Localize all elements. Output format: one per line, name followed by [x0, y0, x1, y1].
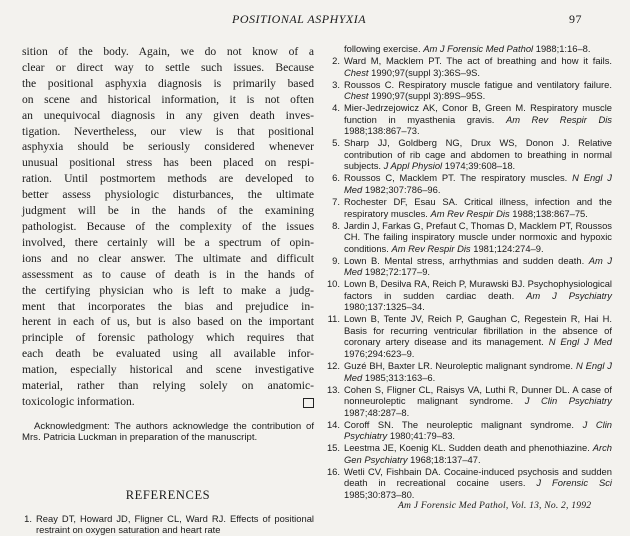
reference-number: 2. — [332, 55, 340, 67]
reference-citation: 1980;41:79–83. — [387, 430, 456, 442]
journal-footer: Am J Forensic Med Pathol, Vol. 13, No. 2, 1992 — [398, 500, 592, 511]
right-column — [326, 43, 613, 501]
journal-name: N Engl J Med — [344, 360, 612, 383]
reference-number: 15. — [326, 442, 340, 454]
reference-number: 3. — [332, 78, 340, 90]
reference-item — [330, 196, 612, 219]
reference-citation: 1985;313:163–6. — [362, 371, 436, 383]
body-line: mation, especially historical and scene investigative — [22, 363, 314, 377]
reference-text: Lown B, Desilva RA, Reich P, Murawski BJ. Psychophysiological factors in sudden cardiac death. — [344, 278, 612, 301]
reference-item — [22, 513, 314, 536]
reference-number: 5. — [332, 137, 340, 149]
reference-citation: 1987;48:287–8. — [344, 406, 410, 418]
journal-name: Am J Psychiatry — [526, 289, 612, 301]
reference-number: 13. — [326, 383, 340, 395]
reference-number: 10. — [326, 278, 340, 290]
journal-name: Arch Gen Psychiatry — [344, 442, 612, 465]
reference-text: Coroff SN. The neuroleptic malignant syndrome. — [344, 418, 583, 430]
reference-citation: 1988;138:867–75. — [509, 207, 588, 219]
body-line: judgment will be in the hands of the examining — [22, 204, 314, 218]
body-line: each death be evaluated using all available infor- — [22, 347, 314, 361]
body-line: unusual positional stress has been placed on respi- — [22, 156, 314, 170]
reference-item — [327, 313, 612, 359]
reference-text: Wetli CV, Fishbain DA. Cocaine-induced psychosis and sudden death in recreational cocaine users. — [344, 465, 612, 489]
journal-name: J Clin Psychiatry — [524, 395, 612, 407]
reference-citation: 1990;97(suppl 3):89S–95S. — [368, 90, 486, 102]
reference-citation: 1981;124:274–9. — [470, 242, 544, 254]
reference-item — [330, 55, 612, 78]
reference-text: Mier-Jedrzejowicz AK, Conor B, Green M. Respiratory muscle function in myasthenia gravis. — [344, 102, 612, 125]
reference-citation: 1988;1:16–8. — [533, 43, 591, 54]
reference-text: following exercise. — [344, 43, 424, 54]
body-line: sition of the body. Again, we do not know of a — [22, 45, 314, 58]
body-line: ration. Until postmortem methods are developed to — [22, 172, 314, 186]
reference-citation: 1982;72:177–9. — [362, 266, 431, 278]
reference-citation: 1988;138:867–73. — [344, 125, 420, 137]
body-line: pathologist. Because of the complexity of the issues — [22, 219, 314, 233]
reference-number: 7. — [332, 196, 340, 208]
left-column — [22, 44, 314, 536]
reference-number: 6. — [332, 172, 340, 184]
reference-citation: 1985;30:873–80. — [344, 488, 415, 500]
body-line: better assess physiologic disturbances, the ultimate — [22, 188, 314, 202]
reference-number: 16. — [326, 465, 340, 477]
body-paragraph — [22, 44, 314, 410]
reference-item — [330, 255, 612, 278]
reference-text: Reay DT, Howard JD, Fligner CL, Ward RJ. Effects of positional restraint on oxygen saturation and heart rate — [36, 512, 314, 536]
body-line: clear or direct way to settle such issues. Because — [22, 60, 314, 74]
body-line: ment that incorporates the bias and prejudice in- — [22, 299, 314, 313]
journal-name: Am Rev Respir Dis — [430, 207, 510, 219]
reference-item — [330, 172, 612, 195]
references-heading: REFERENCES — [125, 487, 211, 502]
running-title: POSITIONAL ASPHYXIA — [232, 12, 367, 26]
reference-citation: 1980;137:1325–34. — [344, 301, 425, 313]
reference-item — [330, 137, 612, 172]
reference-text: Leestma JE, Koenig KL. Sudden death and phenothiazine. — [344, 442, 593, 454]
journal-name: J Appl Physiol — [383, 160, 443, 172]
page-number: 97 — [569, 12, 582, 26]
body-line: the certifying physician who is left to make a judg- — [22, 283, 314, 297]
body-line: assessment as to cause of death is in the hands of — [22, 267, 314, 281]
journal-name: Am Rev Respir Dis — [391, 242, 471, 254]
end-of-article-mark — [303, 398, 314, 408]
body-line: tigation. Nevertheless, our view is that positional — [22, 124, 314, 138]
body-line: ions and no clear answer. The ultimate and difficult — [22, 251, 314, 265]
reference-citation: 1974;39:608–18. — [442, 160, 516, 172]
reference-number: 1. — [24, 512, 32, 524]
journal-name: Am J Med — [344, 254, 613, 278]
reference-text: Roussos C, Macklem PT. The respiratory muscles. — [344, 172, 573, 184]
body-line: the positional asphyxia diagnosis is primarily based — [22, 76, 314, 90]
reference-number: 11. — [327, 313, 340, 325]
body-line: material, rather than relying solely on anatomic- — [22, 379, 314, 393]
reference-number: 8. — [332, 219, 340, 231]
journal-name: Chest — [344, 66, 369, 78]
reference-text: Ward M, Macklem PT. The act of breathing and how it fails. — [344, 55, 612, 67]
journal-name: Am Rev Respir Dis — [505, 113, 612, 125]
reference-text: Rochester DF, Esau SA. Critical illness, infection and the respiratory muscles. — [344, 196, 612, 219]
reference-text: Lown B. Mental stress, arrhythmias and sudden death. — [344, 254, 589, 266]
journal-name: J Clin Psychiatry — [344, 418, 612, 442]
body-line: an unequivocal diagnosis in any given death inves- — [22, 108, 314, 122]
reference-item — [330, 79, 612, 102]
reference-number: 9. — [332, 254, 340, 266]
reference-text: Roussos C. Respiratory muscle fatigue and ventilatory failure. — [344, 78, 612, 90]
journal-name: J Forensic Sci — [536, 477, 612, 489]
body-line: on scene and historical information, it is not often — [22, 92, 314, 106]
reference-citation: 1990;97(suppl 3):36S–9S. — [368, 66, 481, 78]
journal-name: N Engl J Med — [548, 336, 612, 348]
reference-citation: 1968;18:137–47. — [407, 453, 481, 465]
body-line: involved, there certainly will be a spectrum of opin- — [22, 235, 314, 249]
reference-item — [326, 383, 612, 419]
reference-number: 4. — [332, 102, 340, 114]
reference-item — [330, 220, 612, 255]
references-list-start — [22, 513, 314, 536]
reference-text: Guzé BH, Baxter LR. Neuroleptic malignant syndrome. — [344, 360, 576, 372]
reference-item — [326, 360, 612, 383]
reference-text: Sharp JJ, Goldberg NG, Drux WS, Donon J. Relative contribution of rib cage and abdomen to breathing in normal subjects. — [344, 137, 612, 172]
reference-text: Lown B, Tente JV, Reich P, Gaughan C, Regestein R, Hai H. Basis for recurring ventricular fibrillation in the absence of coronary artery disease and its management. — [344, 313, 612, 348]
acknowledgment: Acknowledgment: The authors acknowledge the contribution of Mrs. Patricia Luckman in preparation of the manuscript. — [22, 420, 314, 444]
reference-number: 14. — [326, 418, 340, 430]
reference-item — [326, 418, 612, 442]
body-line: principle of forensic pathology which requires that — [22, 331, 314, 345]
reference-citation: 1982;307:786–96. — [362, 183, 441, 195]
reference-continuation — [330, 43, 612, 55]
body-line: asphyxia should be seriously considered whenever — [22, 140, 314, 154]
reference-item — [326, 278, 612, 313]
journal-name: N Engl J Med — [344, 172, 612, 195]
body-line: toxicologic information. — [22, 394, 314, 410]
body-line: herent in each of us, but is also based on the important — [22, 315, 314, 329]
reference-citation: 1976;294:623–9. — [344, 347, 415, 359]
reference-item — [326, 465, 612, 501]
journal-name: Am J Forensic Med Pathol — [423, 43, 534, 54]
reference-item — [326, 442, 612, 465]
reference-text: Jardin J, Farkas G, Prefaut C, Thomas D, Macklem PT, Roussos CH. The failing inspiratory muscle under normoxic and hypoxic conditions. — [344, 219, 612, 254]
reference-number: 12. — [326, 360, 340, 372]
journal-name: Chest — [344, 90, 369, 102]
references-list — [326, 55, 613, 500]
reference-text: Cohen S, Fligner CL, Raisys VA, Luthi R, Dunner DL. A case of nonneuroleptic malignant syndrome. — [344, 383, 612, 407]
reference-item — [330, 102, 612, 137]
